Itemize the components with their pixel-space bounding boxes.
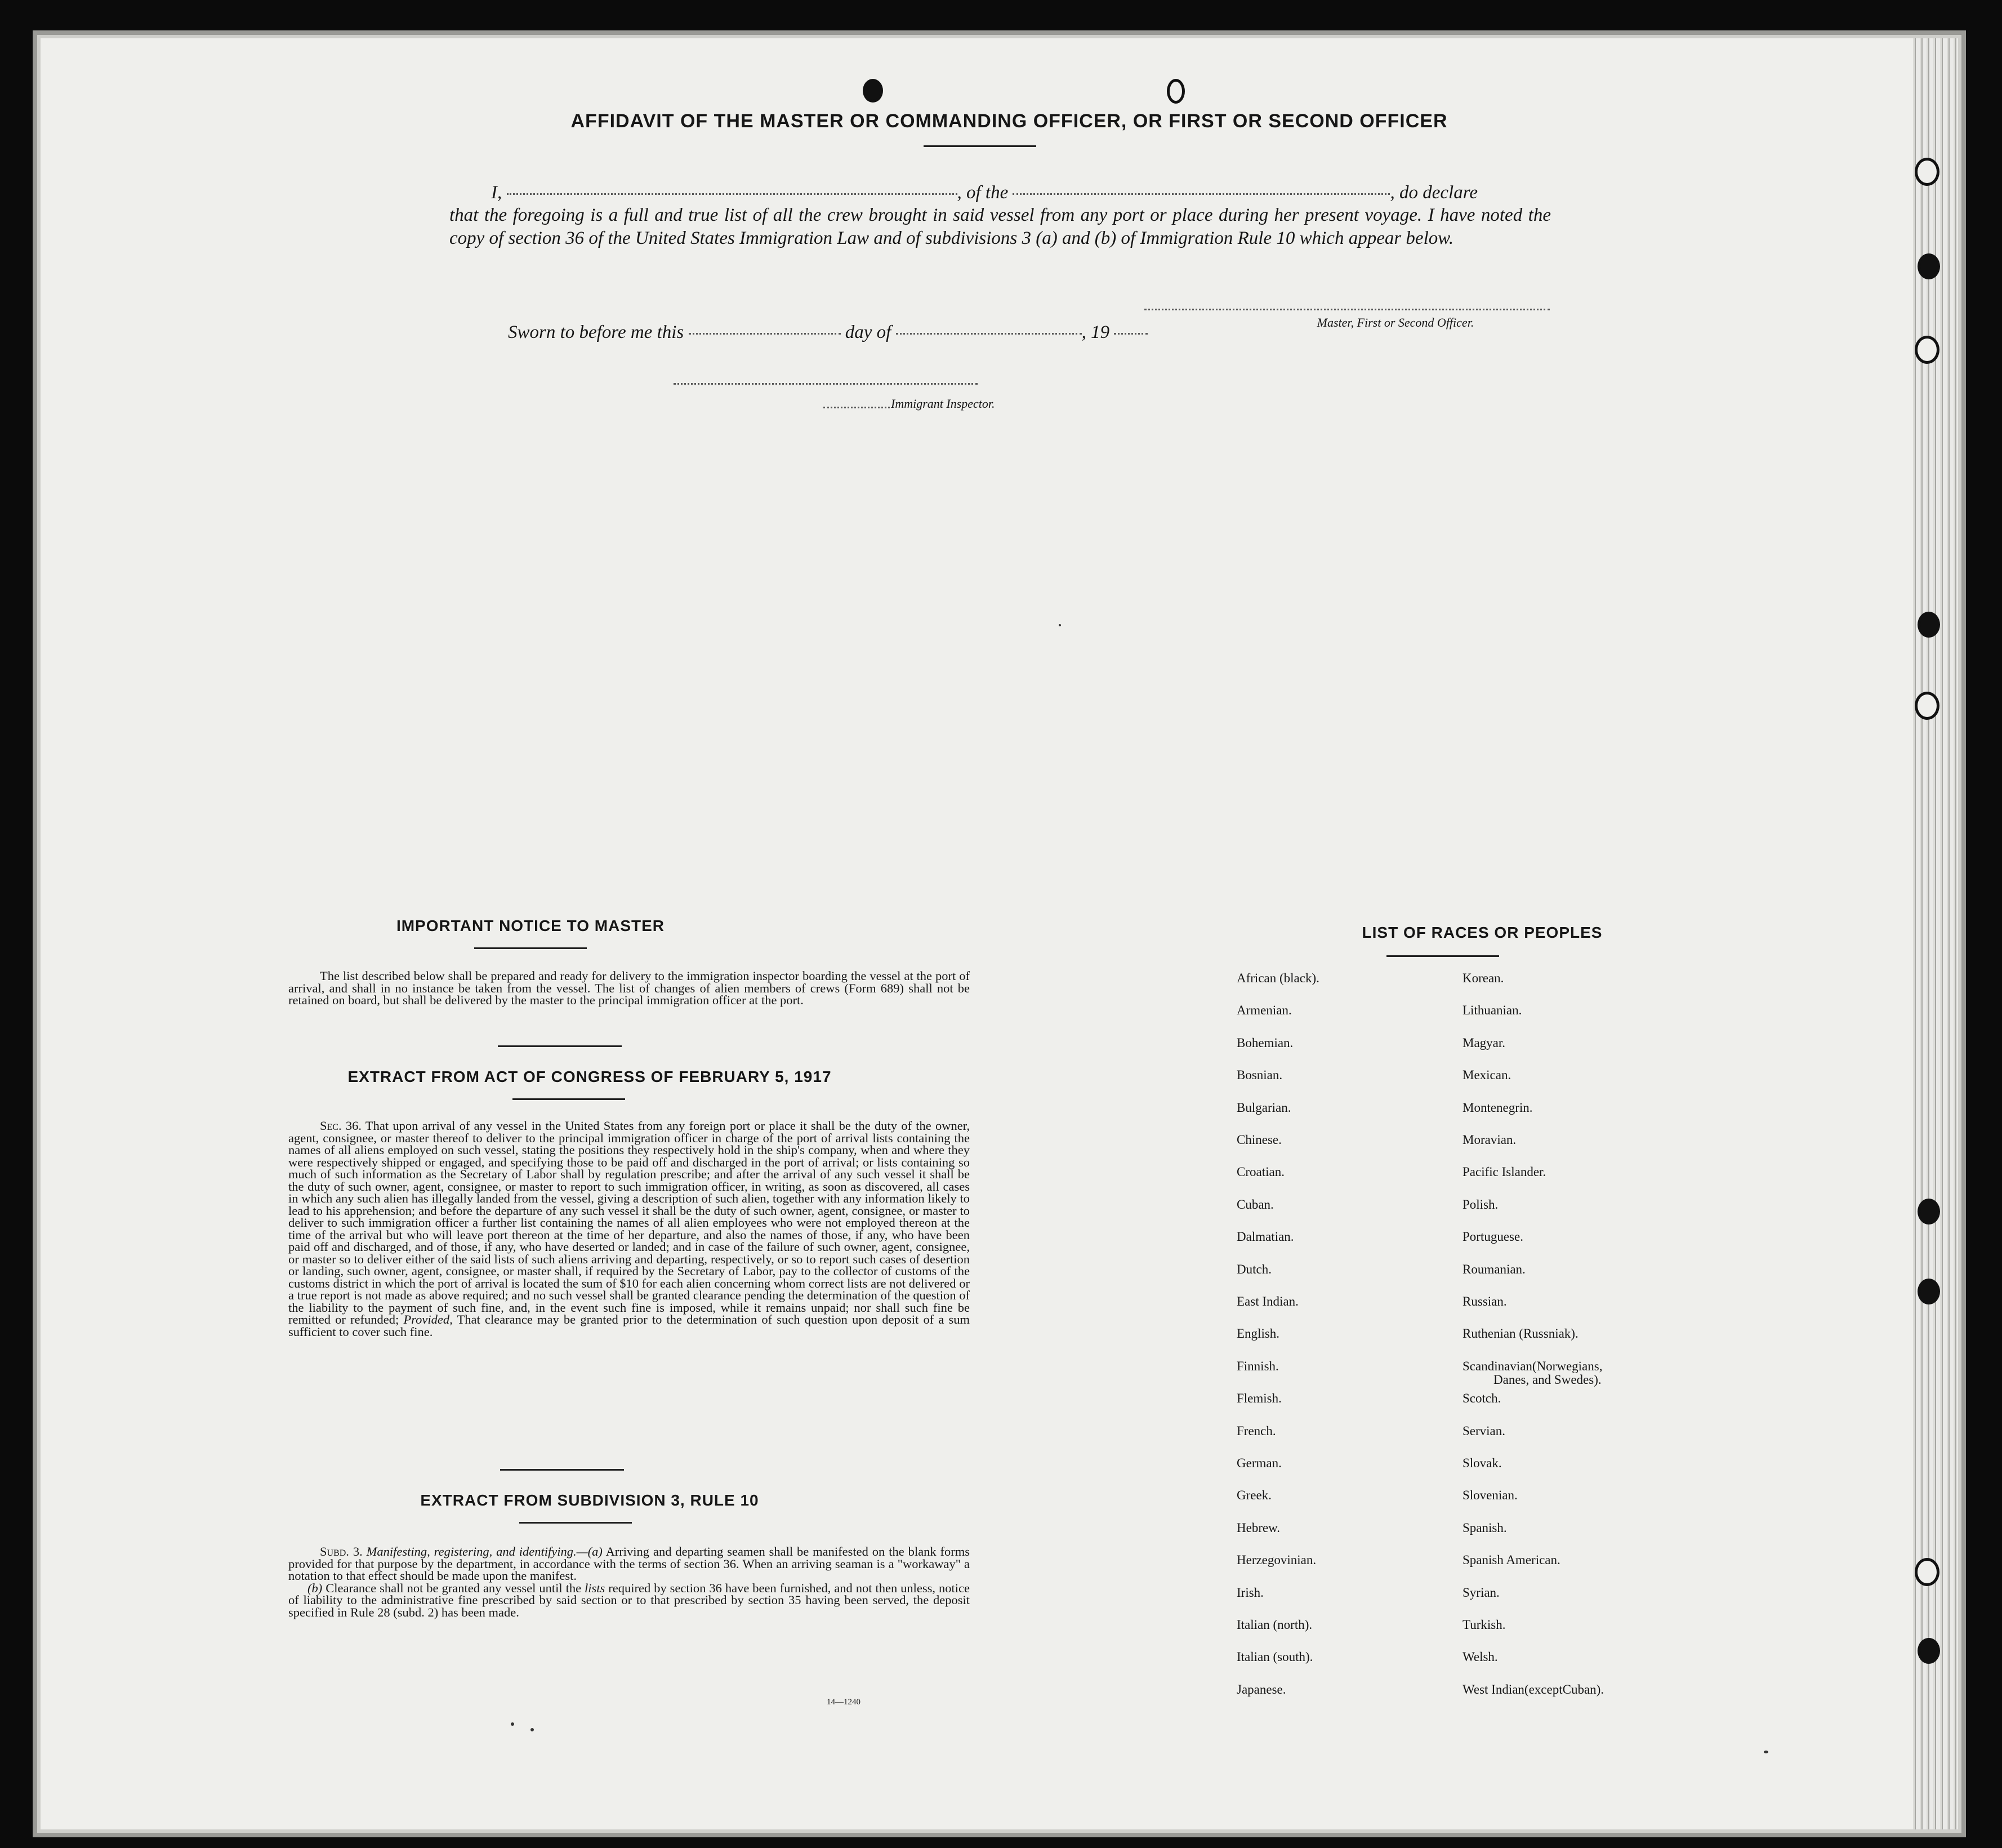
speck bbox=[1764, 1751, 1768, 1753]
form-number: 14—1240 bbox=[827, 1698, 860, 1707]
sworn-month-field[interactable] bbox=[896, 333, 1082, 335]
i-label: I, bbox=[491, 182, 502, 203]
rule-a-text: Arriving and departing seamen shall be manifested on the blank forms provided for that purpose by the department, in accordance with the terms of section 36. When an arriving seaman is a "workaway" a notation to that effect should be made upon the manifest. bbox=[288, 1544, 970, 1583]
act-heading-underline bbox=[512, 1098, 625, 1100]
declaration-first-line bbox=[491, 181, 1550, 204]
speck bbox=[1059, 624, 1061, 626]
race-item: Korean. bbox=[1463, 971, 1504, 985]
declaration-text: that the foregoing is a full and true list of all the crew brought in said vessel from any port or place during her present voyage. I have noted the copy of section 36 of the United States Immigration Law and of subdivisions 3 (a) and (b) of Immigration Rule 10 which appear below. bbox=[449, 205, 1551, 248]
notice-divider bbox=[498, 1045, 622, 1047]
race-item: African (black). bbox=[1237, 971, 1319, 985]
punch-hole-icon bbox=[863, 79, 883, 103]
rule-b-label: (b) bbox=[307, 1580, 323, 1595]
races-heading: LIST OF RACES OR PEOPLES bbox=[1362, 924, 1603, 941]
race-item: Welsh. bbox=[1463, 1650, 1498, 1664]
rule-b-text-part2: required by section 36 have been furnished, and not then unless, notice of liability to the administrative fine prescribed by said section or to that prescribed by section 35 having been served, the deposit specified in Rule 28 (subd. 2) has been made. bbox=[288, 1580, 970, 1619]
race-item: Montenegrin. bbox=[1463, 1100, 1533, 1115]
of-the-label: , of the bbox=[957, 182, 1009, 203]
vessel-field[interactable] bbox=[1013, 193, 1390, 195]
race-item: Russian. bbox=[1463, 1294, 1507, 1308]
race-item: Roumanian. bbox=[1463, 1262, 1526, 1276]
act-section-lead: Sec. 36. bbox=[320, 1119, 362, 1133]
title-underline bbox=[924, 145, 1036, 147]
rule-paragraph-a bbox=[288, 1546, 970, 1582]
race-item: Dutch. bbox=[1237, 1262, 1272, 1276]
race-item: Finnish. bbox=[1237, 1359, 1279, 1373]
race-item: Syrian. bbox=[1463, 1585, 1500, 1600]
race-item: Flemish. bbox=[1237, 1391, 1282, 1406]
punch-hole-icon bbox=[1915, 158, 1939, 186]
punch-hole-icon bbox=[1915, 692, 1939, 720]
race-item: Croatian. bbox=[1237, 1165, 1285, 1179]
race-item: Herzegovinian. bbox=[1237, 1553, 1317, 1568]
name-field[interactable] bbox=[507, 193, 957, 195]
rule-b-text-part1: Clearance shall not be granted any vessel until the bbox=[326, 1580, 582, 1595]
sworn-year-field[interactable] bbox=[1114, 333, 1148, 335]
act-text-part2: That clearance may be granted prior to the determination of such question upon deposit of a sum sufficient to cover such fine. bbox=[288, 1312, 970, 1339]
notice-heading-underline bbox=[474, 947, 587, 949]
race-item: Bohemian. bbox=[1237, 1035, 1294, 1050]
day-of-label: day of bbox=[845, 322, 891, 342]
inspector-signature-line[interactable] bbox=[674, 383, 978, 385]
race-item: Hebrew. bbox=[1237, 1520, 1281, 1535]
race-item: Danes, and Swedes). bbox=[1493, 1372, 1602, 1387]
race-item: Italian (north). bbox=[1237, 1618, 1313, 1632]
race-item: Portuguese. bbox=[1463, 1230, 1523, 1244]
race-item: Italian (south). bbox=[1237, 1650, 1313, 1664]
race-item: Ruthenian (Russniak). bbox=[1463, 1326, 1579, 1341]
race-item: Servian. bbox=[1463, 1423, 1506, 1438]
race-item: Cuban. bbox=[1237, 1197, 1274, 1212]
race-item: Scandinavian(Norwegians, bbox=[1463, 1359, 1603, 1373]
speck bbox=[530, 1728, 534, 1731]
act-provided: Provided, bbox=[403, 1312, 453, 1326]
inspector-caption-leader bbox=[823, 407, 890, 408]
rule-heading: EXTRACT FROM SUBDIVISION 3, RULE 10 bbox=[420, 1491, 759, 1509]
race-item: West Indian(exceptCuban). bbox=[1463, 1682, 1604, 1696]
punch-hole-icon bbox=[1918, 1279, 1940, 1304]
rule-paragraph-b bbox=[288, 1582, 970, 1619]
race-item: Mexican. bbox=[1463, 1068, 1511, 1083]
race-item: Slovenian. bbox=[1463, 1488, 1518, 1503]
race-item: Irish. bbox=[1237, 1585, 1264, 1600]
race-item: Japanese. bbox=[1237, 1682, 1286, 1696]
races-heading-underline bbox=[1386, 955, 1499, 957]
race-item: French. bbox=[1237, 1423, 1276, 1438]
rule-lead: Subd. 3. bbox=[320, 1544, 363, 1558]
punch-hole-icon bbox=[1167, 79, 1185, 104]
signature-line[interactable] bbox=[1144, 309, 1550, 310]
rule-subject: Manifesting, registering, and identifying.— bbox=[366, 1544, 588, 1558]
race-item: Turkish. bbox=[1463, 1618, 1506, 1632]
race-item: English. bbox=[1237, 1326, 1280, 1341]
rule-b-lists: lists bbox=[585, 1580, 605, 1595]
race-item: Armenian. bbox=[1237, 1003, 1292, 1018]
year-label: , 19 bbox=[1081, 322, 1110, 342]
rule-heading-underline bbox=[519, 1522, 632, 1524]
punch-hole-icon bbox=[1915, 1558, 1939, 1586]
act-text-part1: That upon arrival of any vessel in the United States from any foreign port or place it shall be the duty of the owner, agent, consignee, or master thereof to deliver to the principal immigration officer in charge of the port of arrival lists containing the names of all aliens employed on such vessel, stating the positions they respectively hold in the ship's company, when and where they were respectively shipped or engaged, and specifying those to be paid off and discharged in the port of arrival; or lists containing so much of such information as the Secretary of Labor shall by regulation prescribe; and after the arrival of any such vessel it shall be the duty of such owner, agent, consignee, or master to report to such immigration officer, in writing, as soon as discovered, all cases in which any such alien has illegally landed from the vessel, giving a description of such alien, together with any information likely to lead to his apprehension; and before the departure of any such vessel it shall be the duty of such owner, agent, consignee, or master to deliver to such immigration officer a further list containing the names of all alien employees who were not employed thereon at the time of the arrival but who will leave port thereon at the time of her departure, and also the names of those, if any, who have been paid off and discharged, and of those, if any, who have deserted or landed; and in case of the failure of such owner, agent, consignee, or master so to deliver either of the said lists of such aliens arriving and departing, respectively, or so to report such cases of desertion or landing, such owner, agent, consignee, or master shall, if required by the Secretary of Labor, pay to the collector of customs of the customs district in which the port of arrival is located the sum of $10 for each alien concerning whom correct lists are not delivered or a true report is not made as above required; and no such vessel shall be granted clearance pending the determination of the question of the liability to the payment of such fine, and, in the event such fine is imposed, while it remains unpaid; nor shall such fine be remitted or refunded; bbox=[288, 1119, 970, 1326]
do-declare-label: , do declare bbox=[1390, 182, 1478, 203]
race-item: Polish. bbox=[1463, 1197, 1499, 1212]
punch-hole-icon bbox=[1915, 336, 1939, 364]
form-page bbox=[41, 38, 1958, 1829]
sworn-label: Sworn to before me this bbox=[508, 322, 684, 342]
race-item: Scotch. bbox=[1463, 1391, 1501, 1406]
race-item: Greek. bbox=[1237, 1488, 1272, 1503]
punch-hole-icon bbox=[1918, 612, 1940, 638]
act-divider bbox=[500, 1469, 624, 1471]
race-item: Spanish American. bbox=[1463, 1553, 1560, 1568]
punch-hole-icon bbox=[1918, 253, 1940, 279]
race-item: Spanish. bbox=[1463, 1520, 1507, 1535]
rule-a-label: (a) bbox=[587, 1544, 603, 1558]
race-item: Pacific Islander. bbox=[1463, 1165, 1546, 1179]
race-item: Chinese. bbox=[1237, 1133, 1282, 1147]
punch-hole-icon bbox=[1918, 1638, 1940, 1664]
notice-heading: IMPORTANT NOTICE TO MASTER bbox=[396, 917, 665, 934]
signature-caption: Master, First or Second Officer. bbox=[1317, 315, 1474, 329]
inspector-caption: Immigrant Inspector. bbox=[891, 397, 995, 411]
race-item: Slovak. bbox=[1463, 1456, 1502, 1470]
sworn-day-field[interactable] bbox=[689, 333, 841, 335]
race-item: Bosnian. bbox=[1237, 1068, 1283, 1083]
race-item: Lithuanian. bbox=[1463, 1003, 1522, 1018]
punch-hole-icon bbox=[1918, 1199, 1940, 1224]
race-item: Magyar. bbox=[1463, 1035, 1506, 1050]
race-item: East Indian. bbox=[1237, 1294, 1299, 1308]
race-item: German. bbox=[1237, 1456, 1282, 1470]
affidavit-title: AFFIDAVIT OF THE MASTER OR COMMANDING OFFICER, OR FIRST OR SECOND OFFICER bbox=[570, 110, 1448, 132]
act-heading: EXTRACT FROM ACT OF CONGRESS OF FEBRUARY 5, 1917 bbox=[347, 1068, 832, 1085]
race-item: Dalmatian. bbox=[1237, 1230, 1294, 1244]
act-text bbox=[288, 1120, 970, 1338]
race-item: Moravian. bbox=[1463, 1133, 1517, 1147]
notice-text: The list described below shall be prepared and ready for delivery to the immigration inspector boarding the vessel at the port of arrival, and shall in no instance be taken from the vessel. The list of changes of alien members of crews (Form 689) shall not be retained on board, but shall be delivered by the master to the principal immigration officer at the port. bbox=[288, 969, 970, 1007]
sworn-line bbox=[508, 322, 1148, 343]
rule-text bbox=[288, 1546, 970, 1618]
race-item: Bulgarian. bbox=[1237, 1100, 1291, 1115]
speck bbox=[511, 1722, 514, 1726]
